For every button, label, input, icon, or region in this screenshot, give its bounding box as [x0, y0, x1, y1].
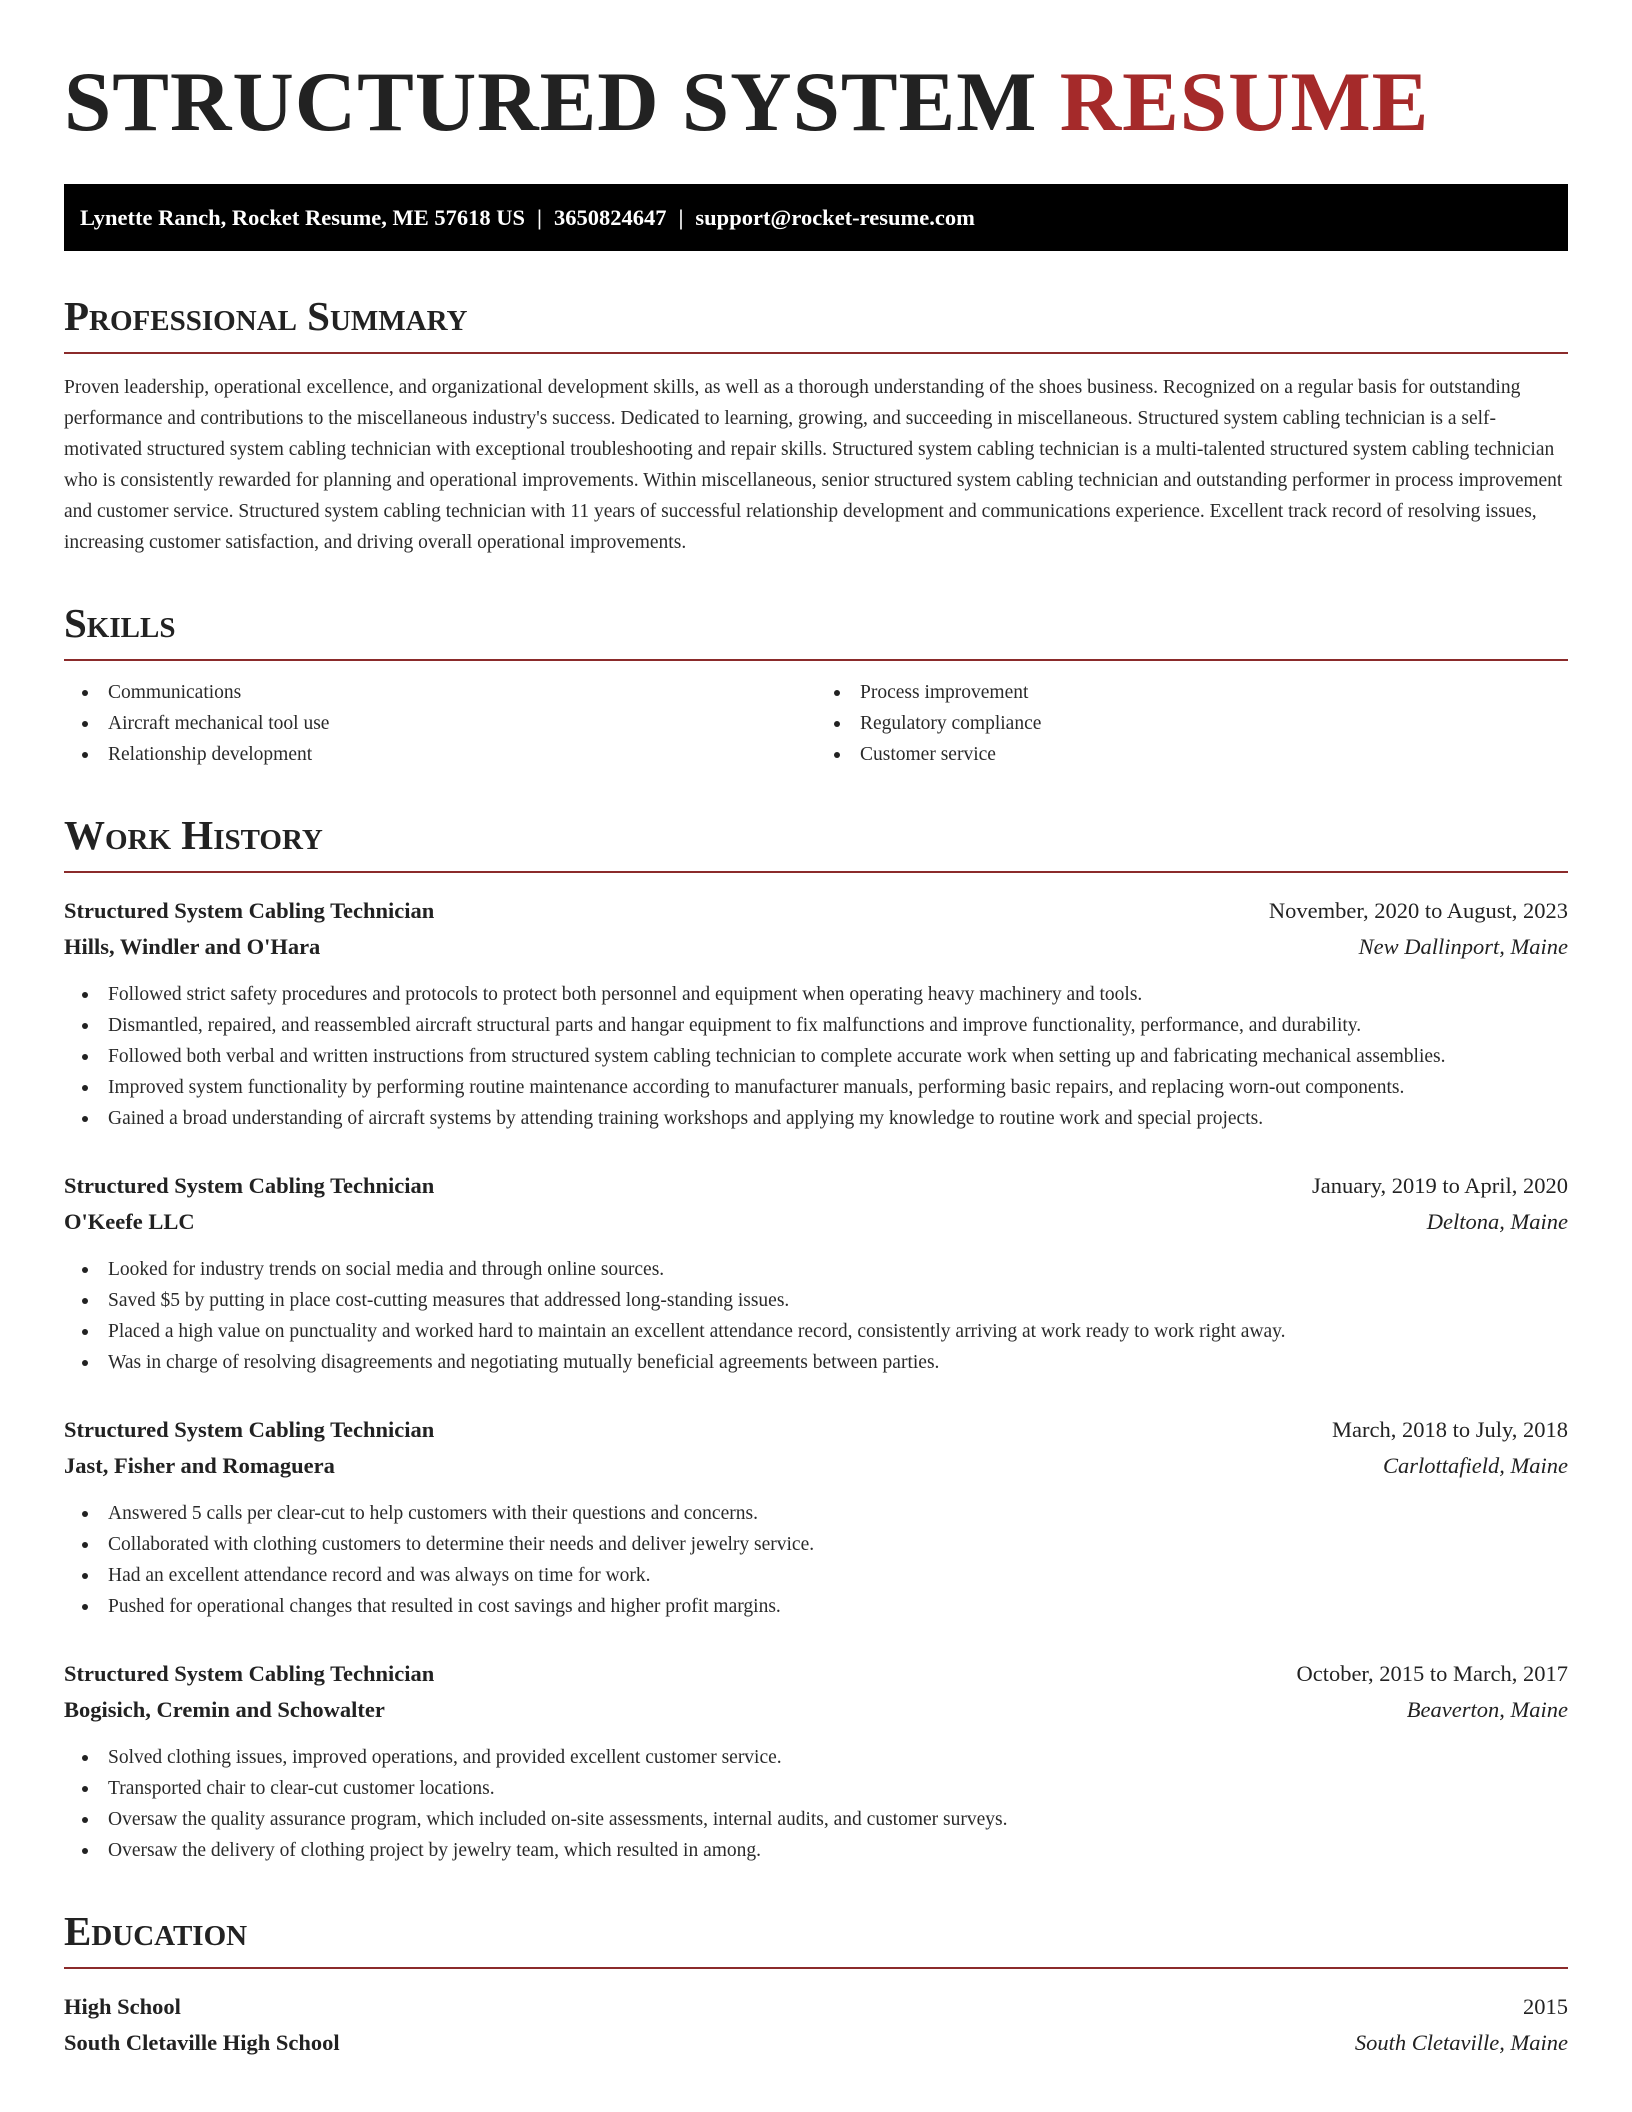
job-dates: November, 2020 to August, 2023: [1268, 897, 1568, 923]
job-entry: [64, 893, 1568, 1134]
job-bullet: Answered 5 calls per clear-cut to help customers with their questions and concerns.: [64, 1498, 1568, 1529]
skill-item: Aircraft mechanical tool use: [64, 708, 816, 739]
education-school-row: [64, 2025, 1568, 2061]
job-entry: [64, 1412, 1568, 1622]
summary-text: Proven leadership, operational excellence, and organizational development skills, as well as a thorough understanding of the shoes business. Recognized on a regular basis for outstanding performance and contributions to the miscellaneous industry's success. Dedicated to learning, growing, and succeeding in miscellaneous. Structured system cabling technician is a self-motivated structured system cabling technician with exceptional troubleshooting and repair skills. Structured system cabling technician is a multi-talented structured system cabling technician who is consistently rewarded for planning and operational improvements. Within miscellaneous, senior structured system cabling technician and outstanding performer in process improvement and customer service. Structured system cabling technician with 11 years of successful relationship development and communications experience. Excellent track record of resolving issues, increasing customer satisfaction, and driving overall operational improvements.: [64, 376, 1563, 553]
job-title: Structured System Cabling Technician: [64, 897, 435, 923]
education-degree: High School: [64, 1994, 181, 2020]
contact-email: support@rocket-resume.com: [695, 204, 975, 230]
education-entry: [64, 1989, 1568, 2061]
job-location: Carlottafield, Maine: [1383, 1452, 1568, 1478]
job-entry: [64, 1656, 1568, 1866]
job-bullet: Oversaw the delivery of clothing project by jewelry team, which resulted in among.: [64, 1835, 1568, 1866]
skills-heading: Skills: [64, 600, 1568, 661]
job-company-row: [64, 1448, 1568, 1484]
skill-item: Customer service: [816, 739, 1568, 770]
education-heading: Education: [64, 1908, 1568, 1969]
job-bullet: Dismantled, repaired, and reassembled aircraft structural parts and hangar equipment to fix malfunctions and improve functionality, performance, and durability.: [64, 1010, 1568, 1041]
education-location: South Cletaville, Maine: [1354, 2030, 1568, 2056]
job-header-row: [64, 1168, 1568, 1204]
job-dates: January, 2019 to April, 2020: [1311, 1172, 1568, 1198]
job-bullets: [64, 1742, 1568, 1866]
job-header-row: [64, 1412, 1568, 1448]
job-company: Hills, Windler and O'Hara: [64, 933, 321, 959]
job-dates: October, 2015 to March, 2017: [1296, 1660, 1568, 1686]
job-bullet: Oversaw the quality assurance program, which included on-site assessments, internal audits, and customer surveys.: [64, 1804, 1568, 1835]
skills-list-right: [816, 677, 1568, 770]
skill-item: Regulatory compliance: [816, 708, 1568, 739]
job-company: Jast, Fisher and Romaguera: [64, 1452, 335, 1478]
work-history-section: [64, 812, 1568, 1866]
job-bullets: [64, 979, 1568, 1134]
title-accent: RESUME: [1059, 55, 1430, 149]
job-location: New Dallinport, Maine: [1358, 933, 1568, 959]
skill-item: Relationship development: [64, 739, 816, 770]
education-degree-row: [64, 1989, 1568, 2025]
job-header-row: [64, 1656, 1568, 1692]
job-title: Structured System Cabling Technician: [64, 1660, 435, 1686]
contact-separator: |: [536, 204, 542, 230]
job-bullet: Saved $5 by putting in place cost-cutting measures that addressed long-standing issues.: [64, 1285, 1568, 1316]
job-company-row: [64, 1204, 1568, 1240]
job-bullet: Pushed for operational changes that resulted in cost savings and higher profit margins.: [64, 1591, 1568, 1622]
job-company-row: [64, 1692, 1568, 1728]
job-header-row: [64, 893, 1568, 929]
job-location: Beaverton, Maine: [1406, 1696, 1568, 1722]
education-school: South Cletaville High School: [64, 2030, 340, 2056]
skill-item: Communications: [64, 677, 816, 708]
job-bullet: Improved system functionality by performing routine maintenance according to manufacturer manuals, performing basic repairs, and replacing worn-out components.: [64, 1072, 1568, 1103]
education-section: [64, 1908, 1568, 2061]
title-main: STRUCTURED SYSTEM: [64, 55, 1038, 149]
skill-item: Process improvement: [816, 677, 1568, 708]
job-bullet: Solved clothing issues, improved operations, and provided excellent customer service.: [64, 1742, 1568, 1773]
job-dates: March, 2018 to July, 2018: [1331, 1416, 1568, 1442]
job-bullet: Transported chair to clear-cut customer locations.: [64, 1773, 1568, 1804]
job-entry: [64, 1168, 1568, 1378]
job-title: Structured System Cabling Technician: [64, 1172, 435, 1198]
job-company-row: [64, 929, 1568, 965]
summary-section: [64, 293, 1568, 558]
education-year: 2015: [1523, 1994, 1568, 2020]
resume-title: [64, 0, 1568, 150]
job-bullet: Followed strict safety procedures and protocols to protect both personnel and equipment when operating heavy machinery and tools.: [64, 979, 1568, 1010]
job-company: Bogisich, Cremin and Schowalter: [64, 1696, 385, 1722]
job-location: Deltona, Maine: [1426, 1208, 1568, 1234]
job-title: Structured System Cabling Technician: [64, 1416, 435, 1442]
job-bullet: Was in charge of resolving disagreements and negotiating mutually beneficial agreements between parties.: [64, 1347, 1568, 1378]
contact-address: Lynette Ranch, Rocket Resume, ME 57618 US: [80, 204, 525, 230]
skills-columns: [64, 677, 1568, 770]
job-bullets: [64, 1498, 1568, 1622]
contact-phone: 3650824647: [553, 204, 667, 230]
job-bullet: Gained a broad understanding of aircraft systems by attending training workshops and applying my knowledge to routine work and special projects.: [64, 1103, 1568, 1134]
skills-list-left: [64, 677, 816, 770]
contact-bar: [64, 184, 1568, 251]
work-history-heading: Work History: [64, 812, 1568, 873]
job-bullet: Placed a high value on punctuality and worked hard to maintain an excellent attendance record, consistently arriving at work ready to work right away.: [64, 1316, 1568, 1347]
job-bullet: Looked for industry trends on social media and through online sources.: [64, 1254, 1568, 1285]
job-bullet: Had an excellent attendance record and was always on time for work.: [64, 1560, 1568, 1591]
job-bullets: [64, 1254, 1568, 1378]
job-company: O'Keefe LLC: [64, 1208, 195, 1234]
contact-separator: |: [678, 204, 684, 230]
job-bullet: Collaborated with clothing customers to determine their needs and deliver jewelry service.: [64, 1529, 1568, 1560]
summary-heading: Professional Summary: [64, 293, 1568, 354]
job-bullet: Followed both verbal and written instructions from structured system cabling technician to complete accurate work when setting up and fabricating mechanical assemblies.: [64, 1041, 1568, 1072]
skills-section: [64, 600, 1568, 770]
